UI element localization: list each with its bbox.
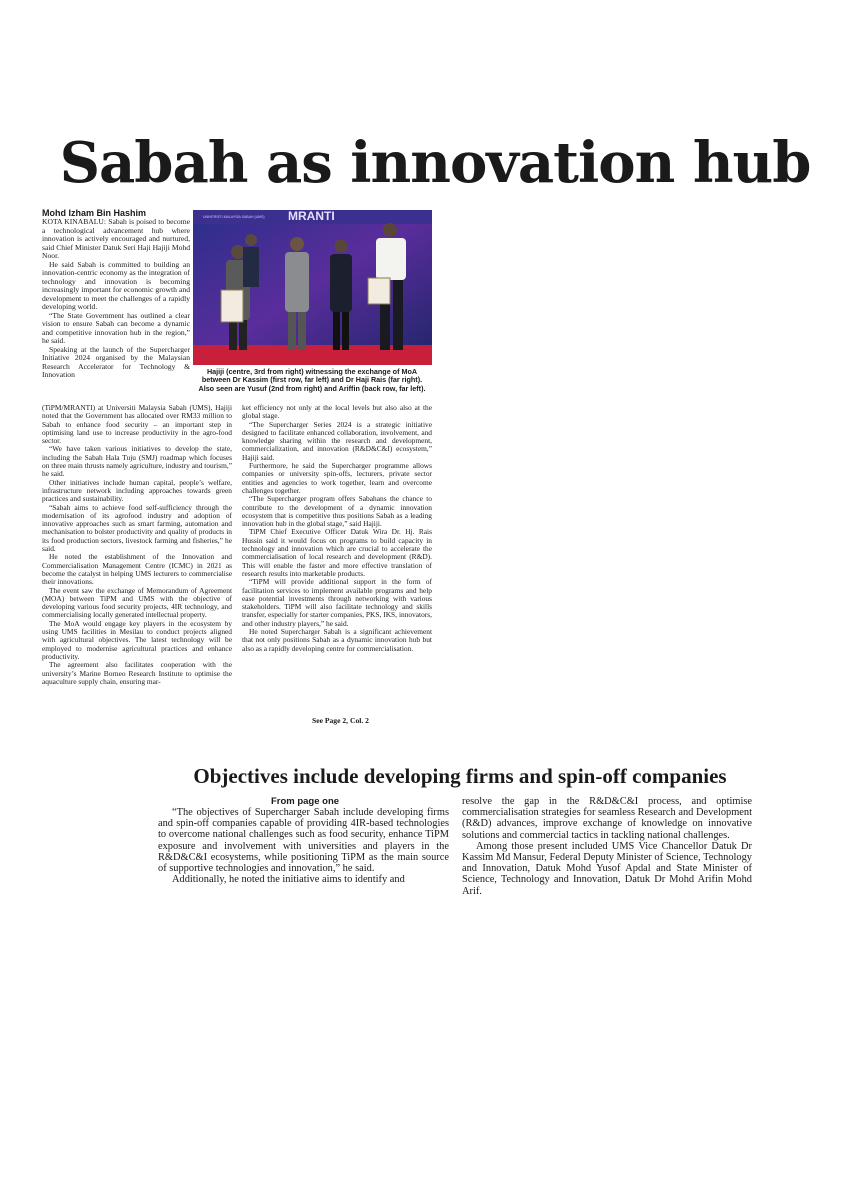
continuation-column-left — [158, 807, 449, 885]
paragraph: Among those present included UMS Vice Chancellor Datuk Dr Kassim Md Mansur, Federal Deputy Minister of Science, Technology and Innovation, Datuk Mohd Yusof Apdal and State Minister of Science, Technology and Innovation, Datuk Dr Mohd Arifin Mohd Arif. — [462, 840, 752, 897]
see-page-reference: See Page 2, Col. 2 — [312, 716, 369, 725]
article-column-2 — [42, 404, 232, 686]
continuation-headline: Objectives include developing firms and spin-off companies — [193, 764, 727, 788]
paragraph: “The objectives of Supercharger Sabah include developing firms and spin-off companies capable of providing 4IR-based technologies to overcome national challenges such as food security, enhance TiPM exposure and involvement with universities and players in the R&D&C&I ecosystems, while positioning TiPM as the main source of supportive technologies and innovation,” he said. — [158, 807, 449, 875]
paragraph: The event saw the exchange of Memorandum of Agreement (MOA) between TiPM and UMS with the objective of developing various food security projects, 4IR technology, and commercialising locally generated intellectual property. — [42, 585, 232, 620]
paragraph: KOTA KINABALU: Sabah is poised to become a technological advancement hub where innovation is actively encouraged and nurtured, said Chief Minister Datuk Seri Haji Hajiji Mohd Noor. — [42, 218, 190, 260]
paragraph: resolve the gap in the R&D&C&I process, and optimise commercialisation strategies for seamless Research and Development (R&D) advances, improve exchange of knowledge on innovative solutions and commercial tactics in tackling national challenges. — [462, 796, 752, 841]
article-column-3 — [242, 404, 432, 653]
paragraph: “The Supercharger program offers Sabahans the chance to contribute to the development of a dynamic innovation ecosystem that is competitive thus positions Sabah as a leading innovation hub in the global stage,” said Hajiji. — [242, 494, 432, 529]
paragraph: Additionally, he noted the initiative aims to identify and — [172, 874, 405, 886]
event-photo — [193, 210, 432, 365]
backdrop-subtext: UNIVERSITI MALAYSIA SABAH (UMS) — [203, 215, 265, 219]
paragraph: The agreement also facilitates cooperation with the university’s Marine Borneo Research Institute to optimise the aquaculture supply chain, ensuring mar- — [42, 660, 232, 686]
continuation-column-right — [462, 796, 752, 897]
from-page-label: From page one — [270, 796, 340, 807]
paragraph: Other initiatives include human capital, people’s welfare, infrastructure network including approaches towards green practices and sustainability. — [42, 477, 232, 504]
paragraph: “TiPM will provide additional support in the form of facilitation services to implement available programs and help ease potential investments through networking with various stakeholders. TiPM will also facilitate technology and skills transfer, especially for starter companies, PKS, IKS, innovators, and other industry players,” he said. — [242, 577, 432, 628]
paragraph: Furthermore, he said the Supercharger programme allows companies or university spin-offs, lecturers, private sector entities and agencies to work together, learn and overcome challenges together. — [242, 461, 432, 495]
paragraph: The MoA would engage key players in the ecosystem by using UMS facilities in Mesilau to conduct projects aligned with agricultural objectives. The latest technology will be employed to modernise agricultural practices and enhance productivity. — [42, 618, 232, 661]
paragraph: He said Sabah is committed to building an innovation-centric economy as the integration of technology and innovation is becoming increasingly important for economic growth and development to meet the challenges of a rapidly developing world. — [42, 259, 190, 311]
paragraph: (TiPM/MRANTI) at Universiti Malaysia Sabah (UMS), Hajiji noted that the Government has allocated over RM33 million to Sabah to enhance food security – an important step in optimising land use to increase productivity in the agro-food sector. — [42, 404, 232, 446]
backdrop-text: MRANTI — [288, 210, 335, 223]
paragraph: “The State Government has outlined a clear vision to ensure Sabah can become a dynamic and competitive innovation hub in the region,” he said. — [42, 310, 190, 345]
headline: Sabah as innovation hub — [59, 130, 811, 196]
paragraph: “The Supercharger Series 2024 is a strategic initiative designed to facilitate enhanced collaboration, involvement, and knowledge sharing within the research and development, commercialization, and innovation (R&D&C&I) ecosystem,” Hajiji said. — [242, 419, 432, 462]
paragraph: “Sabah aims to achieve food self-sufficiency through the modernisation of its agrofood industry and adoption of innovative approaches such as smart farming, automation and mechanisation to bolster productivity and quality of products in its food production sectors, livestock farming and fisheries,” he said. — [42, 502, 232, 554]
paragraph: He noted Supercharger Sabah is a significant achievement that not only positions Sabah as a dynamic innovation hub but also as a rapidly developing centre for commercialisation. — [242, 627, 432, 653]
paragraph: “We have taken various initiatives to develop the state, including the Sabah Hala Tuju (SMJ) roadmap which focuses on three main thrusts namely agriculture, industry and tourism,” he said. — [42, 444, 232, 479]
event-photo-illustration — [193, 210, 432, 365]
byline: Mohd Izham Bin Hashim — [42, 208, 147, 218]
paragraph: Speaking at the launch of the Supercharger Initiative 2024 organised by the Malaysian Research Accelerator for Technology & Innovation — [42, 344, 190, 379]
paragraph: TiPM Chief Executive Officer Datuk Wira Dr. Hj. Rais Hussin said it would focus on programs to build capacity in technology and innovation which are crucial to accelerate the commercialisation of local research and development (R&D). This will enable the faster and more effective translation of research results into marketable products. — [242, 527, 432, 578]
paragraph: ket efficiency not only at the local levels but also also at the global stage. — [242, 404, 432, 421]
photo-caption: Hajiji (centre, 3rd from right) witnessing the exchange of MoA between Dr Kassim (first row, far left) and Dr Haji Rais (far right). Also seen are Yusuf (2nd from right) and Ariffin (back row, far left). — [198, 367, 426, 393]
paragraph: He noted the establishment of the Innovation and Commercialisation Management Centre (ICMC) in 2021 as become the catalyst in helping UMS lecturers to commercialise their innovations. — [42, 552, 232, 587]
article-column-1 — [42, 218, 190, 380]
